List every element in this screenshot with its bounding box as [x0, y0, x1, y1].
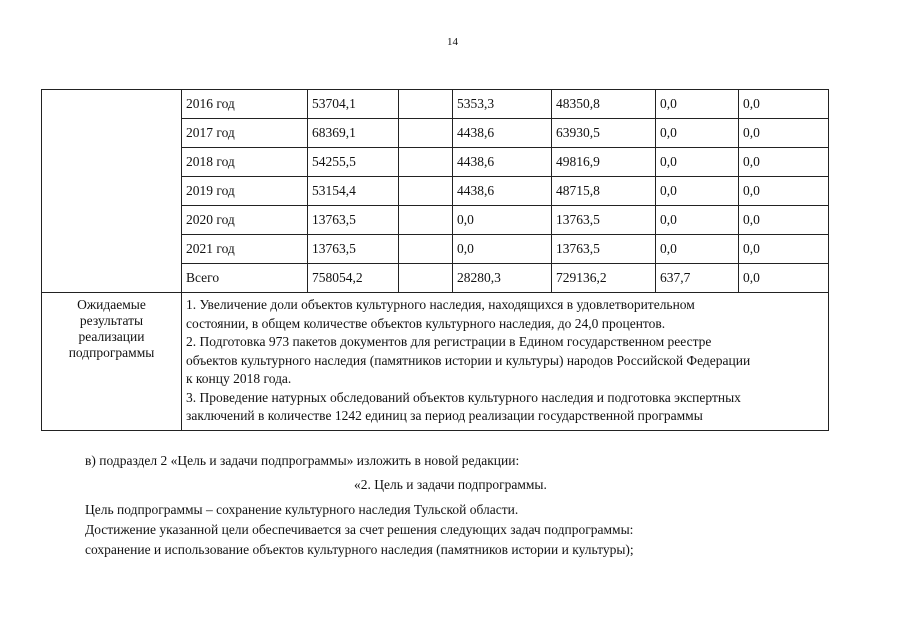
value-cell: 0,0	[739, 177, 829, 206]
result-line: 2. Подготовка 973 пакетов документов для регистрации в Едином государственном реестре	[186, 334, 712, 349]
page-number: 14	[447, 36, 458, 48]
value-cell: 637,7	[656, 264, 739, 293]
value-cell	[399, 177, 453, 206]
year-cell: Всего	[182, 264, 308, 293]
value-cell: 0,0	[656, 206, 739, 235]
value-cell: 48715,8	[552, 177, 656, 206]
value-cell: 5353,3	[453, 90, 552, 119]
total-cell: 53704,1	[308, 90, 399, 119]
value-cell: 63930,5	[552, 119, 656, 148]
value-cell: 0,0	[739, 148, 829, 177]
result-line: состоянии, в общем количестве объектов культурного наследия, до 24,0 процентов.	[186, 315, 666, 331]
total-cell: 53154,4	[308, 177, 399, 206]
value-cell: 0,0	[453, 206, 552, 235]
expected-results-label	[42, 293, 182, 431]
label-line: реализации	[78, 329, 145, 344]
result-line: объектов культурного наследия (памятников истории и культуры) народов Российской Федерации	[186, 352, 751, 368]
task-item: сохранение и использование объектов культурного наследия (памятников истории и культуры);	[85, 542, 634, 557]
value-cell: 49816,9	[552, 148, 656, 177]
year-cell: 2019 год	[182, 177, 308, 206]
value-cell: 0,0	[656, 148, 739, 177]
total-cell: 758054,2	[308, 264, 399, 293]
label-line: Ожидаемые	[77, 297, 146, 312]
value-cell: 28280,3	[453, 264, 552, 293]
value-cell	[399, 119, 453, 148]
goal-paragraph: Цель подпрограммы – сохранение культурного наследия Тульской области.	[85, 502, 519, 517]
label-line: подпрограммы	[68, 345, 155, 360]
year-cell: 2020 год	[182, 206, 308, 235]
amendment-paragraph: в) подраздел 2 «Цель и задачи подпрограммы» изложить в новой редакции:	[85, 453, 520, 468]
value-cell: 13763,5	[552, 235, 656, 264]
tasks-intro-paragraph: Достижение указанной цели обеспечивается за счет решения следующих задач подпрограммы:	[85, 522, 634, 537]
total-cell: 13763,5	[308, 235, 399, 264]
value-cell	[399, 90, 453, 119]
value-cell: 0,0	[656, 119, 739, 148]
expected-results-row	[42, 293, 829, 431]
year-cell: 2017 год	[182, 119, 308, 148]
value-cell: 0,0	[739, 206, 829, 235]
value-cell: 4438,6	[453, 119, 552, 148]
value-cell: 0,0	[656, 90, 739, 119]
empty-label-cell	[42, 90, 182, 293]
result-line: 1. Увеличение доли объектов культурного наследия, находящихся в удовлетворительном	[186, 297, 695, 312]
value-cell: 0,0	[453, 235, 552, 264]
value-cell: 729136,2	[552, 264, 656, 293]
result-line: 3. Проведение натурных обследований объектов культурного наследия и подготовка экспертных	[186, 389, 741, 405]
value-cell: 48350,8	[552, 90, 656, 119]
value-cell	[399, 264, 453, 293]
value-cell: 0,0	[739, 119, 829, 148]
value-cell: 0,0	[739, 90, 829, 119]
total-cell: 54255,5	[308, 148, 399, 177]
result-line: к концу 2018 года.	[186, 371, 292, 386]
total-cell: 68369,1	[308, 119, 399, 148]
year-cell: 2018 год	[182, 148, 308, 177]
value-cell: 4438,6	[453, 148, 552, 177]
value-cell: 0,0	[739, 264, 829, 293]
value-cell	[399, 148, 453, 177]
year-cell: 2021 год	[182, 235, 308, 264]
value-cell: 0,0	[656, 235, 739, 264]
value-cell: 13763,5	[552, 206, 656, 235]
total-cell: 13763,5	[308, 206, 399, 235]
funding-table	[41, 89, 829, 431]
result-line: заключений в количестве 1242 единиц за период реализации государственной программы	[186, 408, 703, 423]
label-line: результаты	[79, 313, 144, 328]
table-row	[42, 90, 829, 119]
value-cell	[399, 206, 453, 235]
value-cell: 0,0	[739, 235, 829, 264]
value-cell: 0,0	[656, 177, 739, 206]
section-heading: «2. Цель и задачи подпрограммы.	[354, 477, 547, 492]
value-cell: 4438,6	[453, 177, 552, 206]
year-cell: 2016 год	[182, 90, 308, 119]
expected-results-text	[182, 293, 829, 431]
value-cell	[399, 235, 453, 264]
